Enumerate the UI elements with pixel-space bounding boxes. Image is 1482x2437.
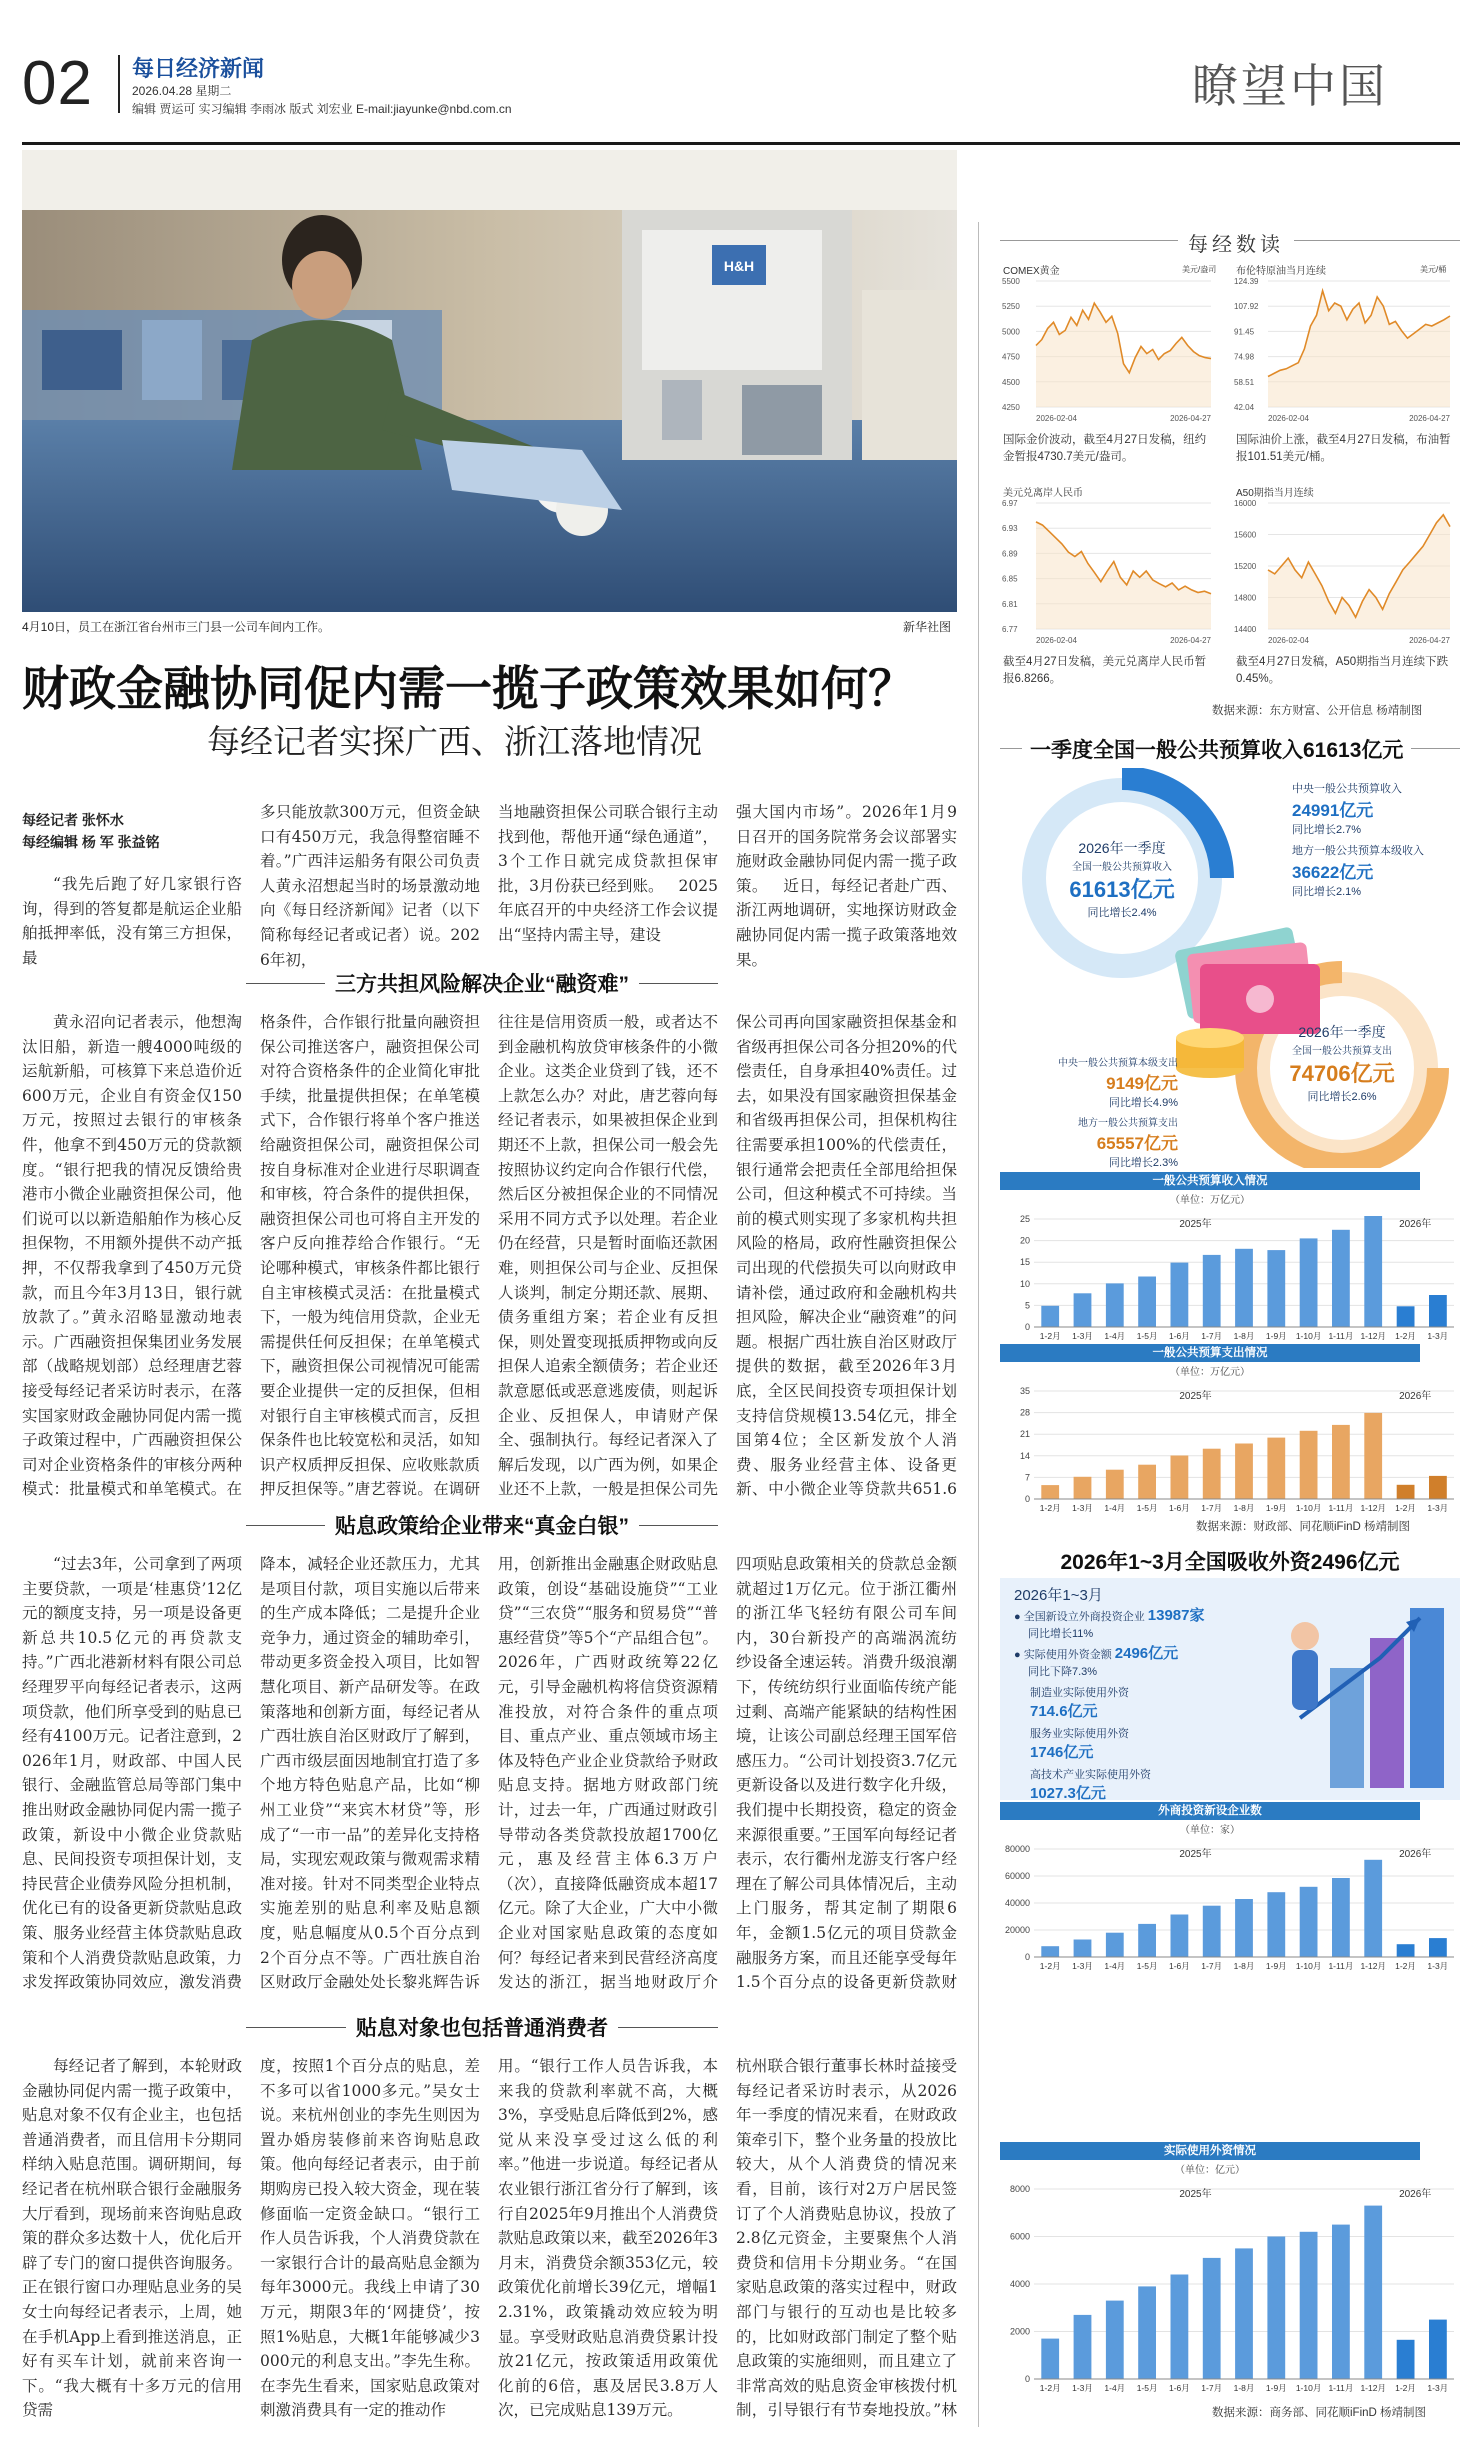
fdi-firms-chart-x-label: 1-7月 (1201, 1961, 1223, 1971)
a50-tick-label: 14400 (1234, 625, 1257, 634)
fdi-use-chart-y-tick: 8000 (1009, 2184, 1030, 2194)
fdi-use-bar-chart (1000, 2175, 1460, 2395)
fdi-firms-chart-bar (1171, 1915, 1189, 1958)
fdi-services (1014, 1725, 1254, 1762)
fdi-use-chart-bar (1364, 2206, 1382, 2379)
fdi-hightech-value: 1027.3亿元 (1030, 1785, 1106, 1802)
expenditure-chart-x-label: 1-7月 (1201, 1503, 1223, 1513)
expenditure-chart-y-tick: 28 (1019, 1407, 1030, 1418)
fdi-firms-chart-bar (1138, 1924, 1156, 1957)
fdi-use-chart-bar (1429, 2320, 1447, 2379)
expenditure-chart-bar (1203, 1449, 1221, 1499)
fdi-firms-chart-x-label: 1-6月 (1169, 1961, 1190, 1971)
revenue-chart-bar (1364, 1216, 1382, 1327)
revenue-sub: 全国一般公共预算收入 (1072, 862, 1172, 873)
fdi-manufacturing (1014, 1684, 1254, 1721)
fdi-actual-use-name: 实际使用外资金额 (1023, 1649, 1112, 1661)
section3-col-1: 每经记者了解到，本轮财政金融协同促内需一揽子政策中，贴息对象不仅有企业主，也包括普通消费者，而且信用卡分期同样纳入贴息范围。调研期间，每经记者在杭州联合银行金融服务大厅看到，现场前来咨询贴息政策的群众多达数十人，优化后开辟了专门的窗口提供咨询服务。正在银行窗口办理贴息业务的吴女士向每经记者表示，上周，她在手机App上看到推送消息，正好有买车计划，就前来咨询一下。“我大概有十多万元的信用贷需 (22, 2057, 242, 2420)
revenue-chart-y-tick: 5 (1024, 1300, 1030, 1311)
fdi-firms-chart-y-tick: 40000 (1004, 1898, 1030, 1908)
usdcnh-x-start: 2026-02-04 (1036, 636, 1077, 645)
usdcnh-x-end: 2026-04-27 (1170, 636, 1211, 645)
factory-photo-illustration (22, 150, 957, 612)
fdi-use-chart-x-label: 1-9月 (1265, 2383, 1287, 2393)
gold-chart-unit: 美元/盎司 (1182, 265, 1217, 274)
fdi-new-firms-name: 全国新设立外商投资企业 (1023, 1611, 1145, 1623)
byline-editor: 每经编辑 杨 军 张益铭 (22, 834, 160, 850)
budget-panel-title: 一季度全国一般公共预算收入61613亿元 (1022, 734, 1411, 764)
section2-col-4: 四项贴息政策相关的贷款总金额就超过1万亿元。位于浙江衢州的浙江华飞轻纺有限公司车间内，30台新投产的高端涡流纺纱设备全速运转。消费升级浪潮下，传统纺织行业面临传统产能过剩、高端产能紧缺的结构性困境，让该公司副总经理王国军倍感压力。“公司计划投资3.7亿元更新设备以及进行数字化升级，我们提中长期投资，稳定的资金来源很重要。”王国军向每经记者表示，农行衢州龙游支行客户经理在了解公司具体情况后，主动上门服务，帮其定制了期限6年，金额1.5亿元的项目贷款金融服务方案，而且还能享受每年1.5个百分点的设备更新贷款财 (736, 1555, 957, 1992)
fdi-firms-chart-legend-2026: 2026年 (1399, 1849, 1432, 1860)
expenditure-chart-y-tick: 7 (1024, 1472, 1030, 1483)
usdcnh-tick-label: 6.89 (1002, 549, 1018, 559)
a50-x-end: 2026-04-27 (1409, 636, 1450, 645)
gold-chart-note: 国际金价波动，截至4月27日发稿，纽约金暂报4730.7美元/盎司。 (1003, 434, 1207, 463)
revenue-label: 2026年一季度 (1078, 840, 1166, 856)
fdi-panel-title: 2026年1~3月全国吸收外资2496亿元 (1060, 1551, 1400, 1574)
revenue-chart-bar (1203, 1255, 1221, 1327)
revenue-chart-legend-2025: 2025年 (1179, 1219, 1212, 1230)
expenditure-chart-legend-2025: 2025年 (1179, 1391, 1212, 1402)
gold-tick-label: 4500 (1002, 377, 1020, 387)
a50-tick-label: 16000 (1234, 499, 1257, 508)
fdi-manufacturing-name: 制造业实际使用外资 (1030, 1687, 1129, 1699)
local-expenditure-value: 65557亿元 (1096, 1134, 1178, 1153)
expenditure-chart-x-label: 1-12月 (1360, 1503, 1386, 1513)
article-subheadline: 每经记者实探广西、浙江落地情况 (207, 722, 702, 761)
usdcnh-tick-label: 6.93 (1002, 524, 1018, 534)
fdi-firms-chart-bar (1074, 1940, 1092, 1958)
usdcnh-chart-note: 截至4月27日发稿，美元兑离岸人民币暂报6.8266。 (1003, 656, 1207, 685)
fdi-hightech (1014, 1766, 1254, 1803)
usdcnh-tick-label: 6.77 (1002, 625, 1018, 634)
fdi-use-chart-y-tick: 2000 (1009, 2326, 1030, 2337)
fdi-firms-chart-x-label: 1-9月 (1265, 1961, 1287, 1971)
expenditure-sub: 全国一般公共预算支出 (1292, 1046, 1392, 1057)
brent-tick-label: 58.51 (1234, 377, 1255, 387)
expenditure-chart-bar (1332, 1425, 1350, 1499)
section1-col-3: 往往是信用资质一般，或者达不到金融机构放贷审核条件的小微企业。这类企业贷到了钱，还不上款怎么办？对此，唐艺蓉向每经记者表示，如果被担保企业到期还不上款，担保公司一般会先按照协议约定向合作银行代偿，然后区分被担保企业的不同情况采用不同方式予以处理。若企业仍在经营，只是暂时面临还款困难，则担保公司与企业、反担保人谈判，制定分期还款、展期、债务重组方案；若企业有反担保，则处置变现抵质押物或向反担保人追索全额债务；若企业还款意愿低或恶意逃废债，则起诉企业、反担保人，申请财产保全、强制执行。每经记者深入了解后发现，以广西为例，如果企业还不上款，一般是担保公司先 (498, 1013, 718, 1498)
expenditure-chart-bar (1074, 1477, 1092, 1499)
revenue-bar-chart (1000, 1205, 1460, 1343)
a50-x-start: 2026-02-04 (1268, 636, 1309, 645)
lead-col-1: “我先后跑了好几家银行咨询，得到的答复都是航运企业船舶抵押率低，没有第三方担保，最 (22, 875, 242, 967)
fdi-use-chart-bar (1171, 2275, 1189, 2380)
expenditure-chart-y-tick: 0 (1024, 1494, 1030, 1504)
fdi-use-chart-bar (1074, 2315, 1092, 2379)
section1-heading (246, 968, 718, 998)
revenue-chart-bar (1041, 1306, 1059, 1327)
brent-chart-unit: 美元/桶 (1420, 265, 1447, 274)
brent-tick-label: 91.45 (1234, 327, 1255, 337)
revenue-center (1040, 838, 1204, 920)
fdi-use-chart-x-label: 1-3月 (1427, 2383, 1449, 2393)
usdcnh-line-chart (1000, 497, 1215, 647)
brent-chart-note: 国际油价上涨，截至4月27日发稿，布油暂报101.51美元/桶。 (1236, 434, 1451, 463)
expenditure-chart-bar (1138, 1465, 1156, 1499)
expenditure-value: 74706亿元 (1289, 1061, 1395, 1086)
revenue-chart-x-label: 1-3月 (1072, 1331, 1093, 1341)
fdi-actual-use-change: 同比下降7.3% (1028, 1666, 1098, 1678)
fdi-person-head (1291, 1622, 1319, 1650)
central-expenditure (1028, 1054, 1178, 1110)
a50-tick-label: 14800 (1234, 593, 1257, 603)
local-revenue-value: 36622亿元 (1292, 863, 1374, 882)
fdi-use-chart-bar (1138, 2286, 1156, 2379)
masthead-rule (22, 142, 1460, 145)
fdi-use-chart-bar (1332, 2225, 1350, 2379)
fdi-use-bar-title: 实际使用外资情况 (1000, 2142, 1420, 2160)
dot-icon: ● (1014, 1611, 1021, 1623)
fdi-services-value: 1746亿元 (1030, 1744, 1094, 1761)
budget-source: 数据来源：财政部、同花顺iFinD 杨靖制图 (1196, 1521, 1411, 1533)
fdi-firms-chart-bar (1332, 1878, 1350, 1957)
paper-name: 每日经济新闻 (132, 56, 265, 82)
central-revenue-name: 中央一般公共预算收入 (1292, 783, 1402, 795)
photo-credit: 新华社图 (903, 620, 952, 634)
usdcnh-tick-label: 6.85 (1002, 574, 1018, 584)
fdi-firms-chart-x-label: 1-11月 (1328, 1961, 1354, 1971)
expenditure-chart-bar (1235, 1444, 1253, 1500)
local-expenditure (1028, 1114, 1178, 1170)
fdi-firms-chart-x-label: 1-12月 (1360, 1961, 1386, 1971)
revenue-chart-x-label: 1-9月 (1265, 1331, 1287, 1341)
section1-col-2: 格条件，合作银行批量向融资担保公司推送客户，融资担保公司对符合资格条件的企业简化审批手续，批量提供担保；在单笔模式下，合作银行将单个客户推送给融资担保公司，融资担保公司按自身标准对企业进行尽职调查和审核，符合条件的提供担保，融资担保公司也可将自主开发的客户反向推荐给合作银行。“无论哪种模式，审核条件都比银行自主审核模式灵活：在批量模式下，一般为纯信用贷款，企业无需提供任何反担保；在单笔模式下，融资担保公司视情况可能需要企业提供一定的反担保，但相对银行自主审核模式而言，反担保条件也比较宽松和灵活，如知识产权质押反担保、应收账款质押反担保等。”唐艺蓉说。在调研 (260, 1013, 480, 1498)
fdi-new-firms-value: 13987家 (1147, 1607, 1205, 1624)
revenue-chart-x-label: 1-11月 (1328, 1331, 1354, 1341)
section2-col-3: 用，创新推出金融惠企财政贴息政策，创设“基础设施贷”“工业贷”“三农贷”“服务和贸易贷”“普惠经营贷”等5个“产品组合包”。2026年，广西财政统筹22亿元，引导金融机构将信贷资源精准投放，对符合条件的重点项目、重点产业、重点领域市场主体及特色产业企业贷款给予财政贴息支持。据地方财政部门统计，过去一年，广西通过财政引导带动各类贷款投放超1700亿元，惠及经营主体6.3万户（次），直接降低融资成本超17亿元。除了大企业，广大中小微企业对国家贴息政策的态度如何？每经记者来到民营经济高度发达的浙江，据当地财政厅介 (498, 1555, 718, 1992)
revenue-chart-x-label: 1-6月 (1169, 1331, 1190, 1341)
lead-col-2: 多只能放款300万元，但资金缺口有450万元，我急得整宿睡不着。”广西沣运船务有限公司负责人黄永沼想起当时的场景激动地向《每日经济新闻》记者（以下简称每经记者或记者）说。2026年初， (260, 803, 480, 969)
photo-caption: 4月10日，员工在浙江省台州市三门县一公司车间内工作。 (22, 620, 331, 634)
revenue-chart-x-label: 1-8月 (1233, 1331, 1255, 1341)
fdi-firms-chart-bar (1300, 1887, 1318, 1957)
fdi-firms-chart-x-label: 1-8月 (1233, 1961, 1255, 1971)
section2-col-2: 降本，减轻企业还款压力，尤其是项目付款，项目实施以后带来的生产成本降低；二是提升企业竞争力，通过资金的辅助牵引，带动更多资金投入项目，比如智慧化项目、新产品研发等。在政策落地和创新方面，每经记者从广西壮族自治区财政厅了解到，广西市级层面因地制宜打造了多个地方特色贴息产品，比如“柳州工业贷”“来宾木材贷”等，形成了“一市一品”的差异化支持格局，实现宏观政策与微观需求精准对接。针对不同类型企业特点实施差别的贴息利率及贴息额度，贴息幅度从0.5个百分点到2个百分点不等。广西壮族自治区财政厅金融处处长黎兆辉告诉 (260, 1555, 480, 1992)
usdcnh-area (1036, 522, 1211, 629)
editor-credits: 编辑 贾运可 实习编辑 李雨冰 版式 刘宏业 E-mail:jiayunke@nbd.com.cn (132, 102, 512, 116)
section3-col-2: 度，按照1个百分点的贴息，差不多可以省1000多元。”吴女士说。来杭州创业的李先生则因为置办婚房装修前来咨询贴息政策。他向每经记者表示，由于前期购房已投入较大资金，现在装修面临一定资金缺口。“银行工作人员告诉我，个人消费贷款在一家银行合计的最高贴息金额为每年3000元。我线上申请了30万元，期限3年的‘网捷贷’，按照1%贴息，大概1年能够减少3000元的利息支出。”李先生称。在李先生看来，国家贴息政策对刺激消费具有一定的推动作 (260, 2057, 480, 2420)
fdi-use-chart-bar (1235, 2248, 1253, 2379)
column-rule-main (978, 222, 979, 2427)
expenditure-chart-x-label: 1-3月 (1072, 1503, 1093, 1513)
article-headline: 财政金融协同促内需一揽子政策效果如何？ (22, 662, 915, 717)
fdi-firms-chart-bar (1364, 1860, 1382, 1957)
section1-title: 三方共担风险解决企业“融资难” (335, 973, 629, 996)
revenue-chart-bar (1267, 1250, 1285, 1327)
central-revenue-value: 24991亿元 (1292, 801, 1374, 820)
revenue-chart-y-tick: 25 (1019, 1214, 1030, 1224)
usdcnh-tick-label: 6.97 (1002, 499, 1018, 508)
expenditure-chart-x-label: 1-10月 (1295, 1503, 1322, 1513)
dot-icon: ● (1014, 1649, 1021, 1661)
fdi-use-chart-bar (1041, 2339, 1059, 2379)
fdi-person-body (1292, 1650, 1318, 1710)
fdi-firms-chart-bar (1429, 1938, 1447, 1957)
expenditure-chart-x-label: 1-8月 (1233, 1503, 1255, 1513)
section3-heading (246, 2012, 718, 2042)
fdi-use-chart-y-tick: 0 (1024, 2374, 1030, 2384)
a50-chart-name: A50期指当月连续 (1236, 488, 1314, 499)
fdi-use-chart-x-label: 1-7月 (1201, 2383, 1223, 2393)
expenditure-chart-x-label: 1-9月 (1265, 1503, 1287, 1513)
expenditure-bar-chart (1000, 1377, 1460, 1515)
central-revenue-change: 同比增长2.7% (1292, 824, 1362, 836)
expenditure-chart-bar (1041, 1485, 1059, 1499)
brent-line-chart (1232, 275, 1454, 425)
revenue-chart-x-label: 1-2月 (1039, 1331, 1061, 1341)
section1-col-4: 保公司再向国家融资担保基金和省级再担保公司各分担20%的代偿责任，自身承担40%责任。过去，如果没有国家融资担保基金和省级再担保公司，担保机构往往需要承担100%的代偿责任，银行通常会把责任全部甩给担保公司，但这种模式不可持续。当前的模式则实现了多家机构共担风险的格局，政府性融资担保公司出现的代偿损失可以向财政申请补偿，通过政府和金融机构共担风险，解决企业“融资难”的问题。根据广西壮族自治区财政厅提供的数据，截至2026年3月底，全区民间投资专项担保计划支持信贷规模13.54亿元，排全国第4位；全区新发放个人消费、服务业经营主体、设备更新、中小微企业等贷款共651.6 (736, 1013, 957, 1498)
expenditure-chart-bar (1364, 1413, 1382, 1499)
usdcnh-chart-name: 美元兑离岸人民币 (1003, 488, 1083, 499)
revenue-chart-y-tick: 20 (1019, 1235, 1030, 1246)
fdi-use-chart-x-label: 1-3月 (1072, 2383, 1093, 2393)
expenditure-chart-bar (1106, 1470, 1124, 1499)
brent-tick-label: 42.04 (1234, 403, 1255, 412)
usdcnh-tick-label: 6.81 (1002, 599, 1018, 609)
expenditure-chart-bar (1171, 1456, 1189, 1500)
fdi-period: 2026年1~3月 (1014, 1587, 1103, 1604)
fdi-actual-use (1014, 1642, 1178, 1679)
expenditure-chart-y-tick: 35 (1019, 1386, 1030, 1396)
fdi-sector-list (1014, 1684, 1254, 1803)
section3-title: 贴息对象也包括普通消费者 (356, 2017, 608, 2040)
fdi-firms-chart-x-label: 1-3月 (1072, 1961, 1093, 1971)
revenue-change: 同比增长2.4% (1087, 907, 1157, 919)
fdi-firms-bar-unit: （单位：家） (1180, 1825, 1240, 1836)
expenditure-chart-bar (1267, 1438, 1285, 1499)
machine-label: H&H (723, 258, 755, 274)
fdi-use-chart-x-label: 1-12月 (1360, 2383, 1386, 2393)
central-expenditure-change: 同比增长4.9% (1108, 1097, 1178, 1109)
fdi-firms-chart-bar (1106, 1933, 1124, 1957)
revenue-bar-title: 一般公共预算收入情况 (1000, 1172, 1420, 1190)
masthead-divider (118, 55, 120, 113)
fdi-firms-chart-bar (1397, 1944, 1415, 1957)
brent-area (1268, 291, 1450, 407)
section2-col-1: “过去3年，公司拿到了两项主要贷款，一项是‘桂惠贷’12亿元的额度支持，另一项是设备更新总共10.5亿元的再贷款支持。”广西北港新材料有限公司总经理罗平向每经记者表示，这两项贷款，他们所享受到的贴息已经有4100万元。记者注意到，2026年1月，财政部、中国人民银行、金融监管总局等部门集中推出财政金融协同促内需一揽子政策，新设中小微企业贷款贴息、民间投资专项担保计划，支持民营企业债券风险分担机制，优化已有的设备更新贷款贴息政策、服务业经营主体贷款贴息政策和个人消费贷款贴息政策，力求发挥政策协同效应，激发消费 (22, 1555, 242, 1992)
expenditure-chart-x-label: 1-11月 (1328, 1503, 1354, 1513)
local-revenue-change: 同比增长2.1% (1292, 886, 1362, 898)
fdi-firms-chart-y-tick: 0 (1024, 1952, 1030, 1962)
revenue-chart-y-tick: 0 (1024, 1322, 1030, 1332)
section2-title: 贴息政策给企业带来“真金白银” (335, 1515, 629, 1538)
revenue-value: 61613亿元 (1069, 877, 1175, 902)
section2-heading (246, 1510, 718, 1540)
fdi-services-name: 服务业实际使用外资 (1030, 1728, 1129, 1740)
revenue-chart-x-label: 1-10月 (1295, 1331, 1322, 1341)
revenue-chart-bar (1300, 1238, 1318, 1327)
lead-col-3: 当地融资担保公司联合银行主动找到他，帮他开通“绿色通道”，3个工作日就完成贷款担保审批，3月份获已经到账。 2025年底召开的中央经济工作会议提出“坚持内需主导，建设 (498, 803, 718, 944)
fdi-use-chart-x-label: 1-6月 (1169, 2383, 1190, 2393)
expenditure-chart-bar (1429, 1476, 1447, 1499)
fdi-firms-chart-y-tick: 80000 (1004, 1844, 1030, 1854)
revenue-chart-bar (1106, 1283, 1124, 1327)
fdi-firms-chart-x-label: 1-2月 (1395, 1961, 1416, 1971)
fdi-use-chart-x-label: 1-11月 (1328, 2383, 1354, 2393)
section3-col-4: 杭州联合银行董事长林时益接受每经记者采访时表示，从2026年一季度的情况来看，在财政政策牵引下，整个业务量的投放比较大，从个人消费贷的情况来看，目前，该行对2万户居民签订了个人消费贴息协议，投放了2.8亿元资金，主要聚焦个人消费贷和信用卡分期业务。“在国家贴息政策的落实过程中，财政部门与银行的互动也是比较多的，比如财政部门制定了整个贴息政策的实施细则，而且建立了非常高效的贴息资金审核拨付机制，引导银行有节奏地投放。”林 (736, 2057, 957, 2420)
fdi-bar-1 (1330, 1668, 1364, 1788)
fdi-use-bar-unit: （单位：亿元） (1175, 2165, 1245, 2176)
fdi-use-chart-bar (1106, 2301, 1124, 2379)
fdi-use-chart-legend-2025: 2025年 (1179, 2189, 1212, 2200)
gold-chart-name: COMEX黄金 (1003, 266, 1060, 277)
revenue-chart-x-label: 1-4月 (1104, 1331, 1126, 1341)
local-revenue (1292, 842, 1424, 899)
fdi-manufacturing-value: 714.6亿元 (1030, 1703, 1098, 1720)
revenue-chart-x-label: 1-3月 (1427, 1331, 1449, 1341)
expenditure-change: 同比增长2.6% (1307, 1091, 1377, 1103)
expenditure-chart-bar (1397, 1485, 1415, 1499)
revenue-chart-bar (1171, 1263, 1189, 1327)
fdi-firms-chart-x-label: 1-5月 (1136, 1961, 1158, 1971)
gold-tick-label: 4750 (1002, 352, 1020, 362)
fdi-firms-chart-x-label: 1-3月 (1427, 1961, 1449, 1971)
expenditure-center (1262, 1022, 1422, 1104)
revenue-chart-y-tick: 10 (1019, 1278, 1030, 1289)
expenditure-chart-x-label: 1-6月 (1169, 1503, 1190, 1513)
expenditure-chart-x-label: 1-2月 (1039, 1503, 1061, 1513)
brent-chart-name: 布伦特原油当月连续 (1236, 266, 1326, 277)
section3-col-3: 用。“银行工作人员告诉我，本来我的贷款利率就不高，大概3%，享受贴息后降低到2%，感觉从来没享受过这么低的利率。”他进一步说道。每经记者从农业银行浙江省分行了解到，该行自2025年9月推出个人消费贷款贴息政策以来，截至2026年3月末，消费贷余额353亿元，较政策优化前增长39亿元，增幅12.31%，政策撬动效应较为明显。享受财政贴息消费贷累计投放21亿元，按政策适用政策优化前的6倍，惠及居民3.8万人次，已完成贴息139万元。 (498, 2057, 718, 2420)
fdi-bar-3 (1410, 1608, 1444, 1788)
market-source: 数据来源：东方财富、公开信息 杨靖制图 (1212, 705, 1423, 717)
local-expenditure-change: 同比增长2.3% (1108, 1157, 1178, 1169)
central-revenue (1292, 780, 1402, 837)
byline-reporter: 每经记者 张怀水 (22, 812, 124, 828)
brent-tick-label: 74.98 (1234, 352, 1255, 362)
brent-tick-label: 107.92 (1234, 302, 1259, 312)
expenditure-chart-x-label: 1-4月 (1104, 1503, 1126, 1513)
revenue-chart-x-label: 1-7月 (1201, 1331, 1223, 1341)
fdi-use-chart-bar (1397, 2340, 1415, 2379)
gold-tick-label: 5500 (1002, 277, 1020, 286)
brent-x-start: 2026-02-04 (1268, 414, 1309, 423)
gold-tick-label: 4250 (1002, 403, 1020, 412)
gold-x-start: 2026-02-04 (1036, 414, 1077, 423)
local-revenue-name: 地方一般公共预算本级收入 (1292, 845, 1424, 857)
fdi-use-chart-x-label: 1-8月 (1233, 2383, 1255, 2393)
revenue-chart-bar (1397, 1306, 1415, 1327)
fdi-firms-chart-bar (1235, 1899, 1253, 1957)
market-panel-title: 每经数读 (1178, 228, 1294, 257)
expenditure-chart-x-label: 1-2月 (1395, 1503, 1416, 1513)
fdi-firms-chart-x-label: 1-10月 (1295, 1961, 1322, 1971)
fdi-use-chart-bar (1203, 2258, 1221, 2379)
factory-photo (22, 150, 957, 612)
expenditure-chart-legend-2026: 2026年 (1399, 1391, 1432, 1402)
fdi-use-chart-x-label: 1-4月 (1104, 2383, 1126, 2393)
brent-x-end: 2026-04-27 (1409, 414, 1450, 423)
gold-line-chart (1000, 275, 1215, 425)
fdi-firms-chart-bar (1041, 1946, 1059, 1957)
fdi-firms-chart-bar (1203, 1906, 1221, 1957)
fdi-actual-use-value: 2496亿元 (1114, 1645, 1179, 1662)
revenue-chart-bar (1074, 1293, 1092, 1327)
revenue-chart-x-label: 1-12月 (1360, 1331, 1386, 1341)
gold-tick-label: 5000 (1002, 327, 1020, 337)
revenue-chart-bar (1429, 1295, 1447, 1327)
expenditure-chart-x-label: 1-5月 (1136, 1503, 1158, 1513)
central-expenditure-name: 中央一般公共预算本级支出 (1058, 1058, 1178, 1069)
a50-area (1268, 515, 1450, 629)
fdi-use-chart-x-label: 1-10月 (1295, 2383, 1322, 2393)
a50-chart-note: 截至4月27日发稿，A50期指当月连续下跌0.45%。 (1236, 656, 1449, 685)
fdi-use-chart-y-tick: 4000 (1009, 2279, 1030, 2289)
page-number: 02 (22, 49, 93, 118)
a50-tick-label: 15200 (1234, 562, 1257, 571)
fdi-use-chart-x-label: 1-2月 (1395, 2383, 1416, 2393)
revenue-chart-y-tick: 15 (1019, 1257, 1030, 1268)
revenue-chart-bar (1235, 1249, 1253, 1327)
fdi-use-chart-x-label: 1-5月 (1136, 2383, 1158, 2393)
fdi-source: 数据来源：商务部、同花顺iFinD 杨靖制图 (1212, 2407, 1427, 2419)
expenditure-chart-y-tick: 21 (1019, 1429, 1030, 1440)
revenue-chart-x-label: 1-5月 (1136, 1331, 1158, 1341)
fdi-firms-chart-y-tick: 20000 (1004, 1925, 1030, 1935)
issue-date: 2026.04.28 星期二 (132, 84, 232, 98)
lead-col-4: 强大国内市场”。2026年1月9日召开的国务院常务会议部署实施财政金融协同促内需一揽子政策。 近日，每经记者赴广西、浙江两地调研，实地探访财政金融协同促内需一揽子政策落地效果。 (736, 803, 957, 969)
fdi-firms-chart-x-label: 1-4月 (1104, 1961, 1126, 1971)
central-expenditure-value: 9149亿元 (1106, 1074, 1178, 1093)
revenue-chart-x-label: 1-2月 (1395, 1331, 1416, 1341)
gold-x-end: 2026-04-27 (1170, 414, 1211, 423)
gold-area (1036, 303, 1211, 407)
fdi-firms-chart-x-label: 1-2月 (1039, 1961, 1061, 1971)
revenue-chart-bar (1138, 1277, 1156, 1328)
fdi-firms-chart-y-tick: 60000 (1004, 1871, 1030, 1881)
section1-col-1: 黄永沼向记者表示，他想淘汰旧船，新造一艘4000吨级的运航新船，可核算下来总造价近600万元，企业自有资金仅150万元，按照过去银行的审核条件，他拿不到450万元的贷款额度。“银行把我的情况反馈给贵港市小微企业融资担保公司，他们说可以以新造船舶作为核心反担保物，不用额外提供不动产抵押，不仅帮我拿到了450万元贷款，而且今年3月13日，银行就放款了。”黄永沼略显激动地表示。广西融资担保集团业务发展部（战略规划部）总经理唐艺蓉接受每经记者采访时表示，在落实国家财政金融协同促内需一揽子政策过程中，广西融资担保公司对企业资格条件的审核分两种模式：批量模式和单笔模式。在 (22, 1013, 242, 1498)
a50-tick-label: 15600 (1234, 530, 1257, 540)
a50-line-chart (1232, 497, 1454, 647)
revenue-bar-unit: （单位：万亿元） (1170, 1195, 1250, 1206)
expenditure-label: 2026年一季度 (1298, 1024, 1386, 1040)
fdi-firms-chart-bar (1267, 1892, 1285, 1957)
expenditure-bar-unit: （单位：万亿元） (1170, 1367, 1250, 1378)
fdi-use-chart-x-label: 1-2月 (1039, 2383, 1061, 2393)
expenditure-chart-y-tick: 14 (1019, 1450, 1030, 1461)
fdi-use-chart-bar (1267, 2237, 1285, 2380)
fdi-use-chart-bar (1300, 2232, 1318, 2379)
local-expenditure-name: 地方一般公共预算支出 (1078, 1118, 1178, 1129)
fdi-use-chart-y-tick: 6000 (1009, 2231, 1030, 2242)
fdi-firms-bar-chart (1000, 1835, 1460, 1973)
gold-tick-label: 5250 (1002, 302, 1020, 312)
fdi-hightech-name: 高技术产业实际使用外资 (1030, 1769, 1151, 1781)
expenditure-bar-title: 一般公共预算支出情况 (1000, 1344, 1420, 1362)
fdi-new-firms-change: 同比增长11% (1028, 1628, 1094, 1640)
expenditure-chart-x-label: 1-3月 (1427, 1503, 1449, 1513)
fdi-use-chart-legend-2026: 2026年 (1399, 2189, 1432, 2200)
expenditure-chart-bar (1300, 1431, 1318, 1499)
revenue-chart-legend-2026: 2026年 (1399, 1219, 1432, 1230)
revenue-chart-bar (1332, 1230, 1350, 1327)
fdi-firms-chart-legend-2025: 2025年 (1179, 1849, 1212, 1860)
fdi-firms-bar-title: 外商投资新设企业数 (1000, 1802, 1420, 1820)
brent-tick-label: 124.39 (1234, 277, 1259, 286)
fdi-new-firms (1014, 1604, 1205, 1641)
section-name: 瞭望中国 (1192, 60, 1388, 112)
